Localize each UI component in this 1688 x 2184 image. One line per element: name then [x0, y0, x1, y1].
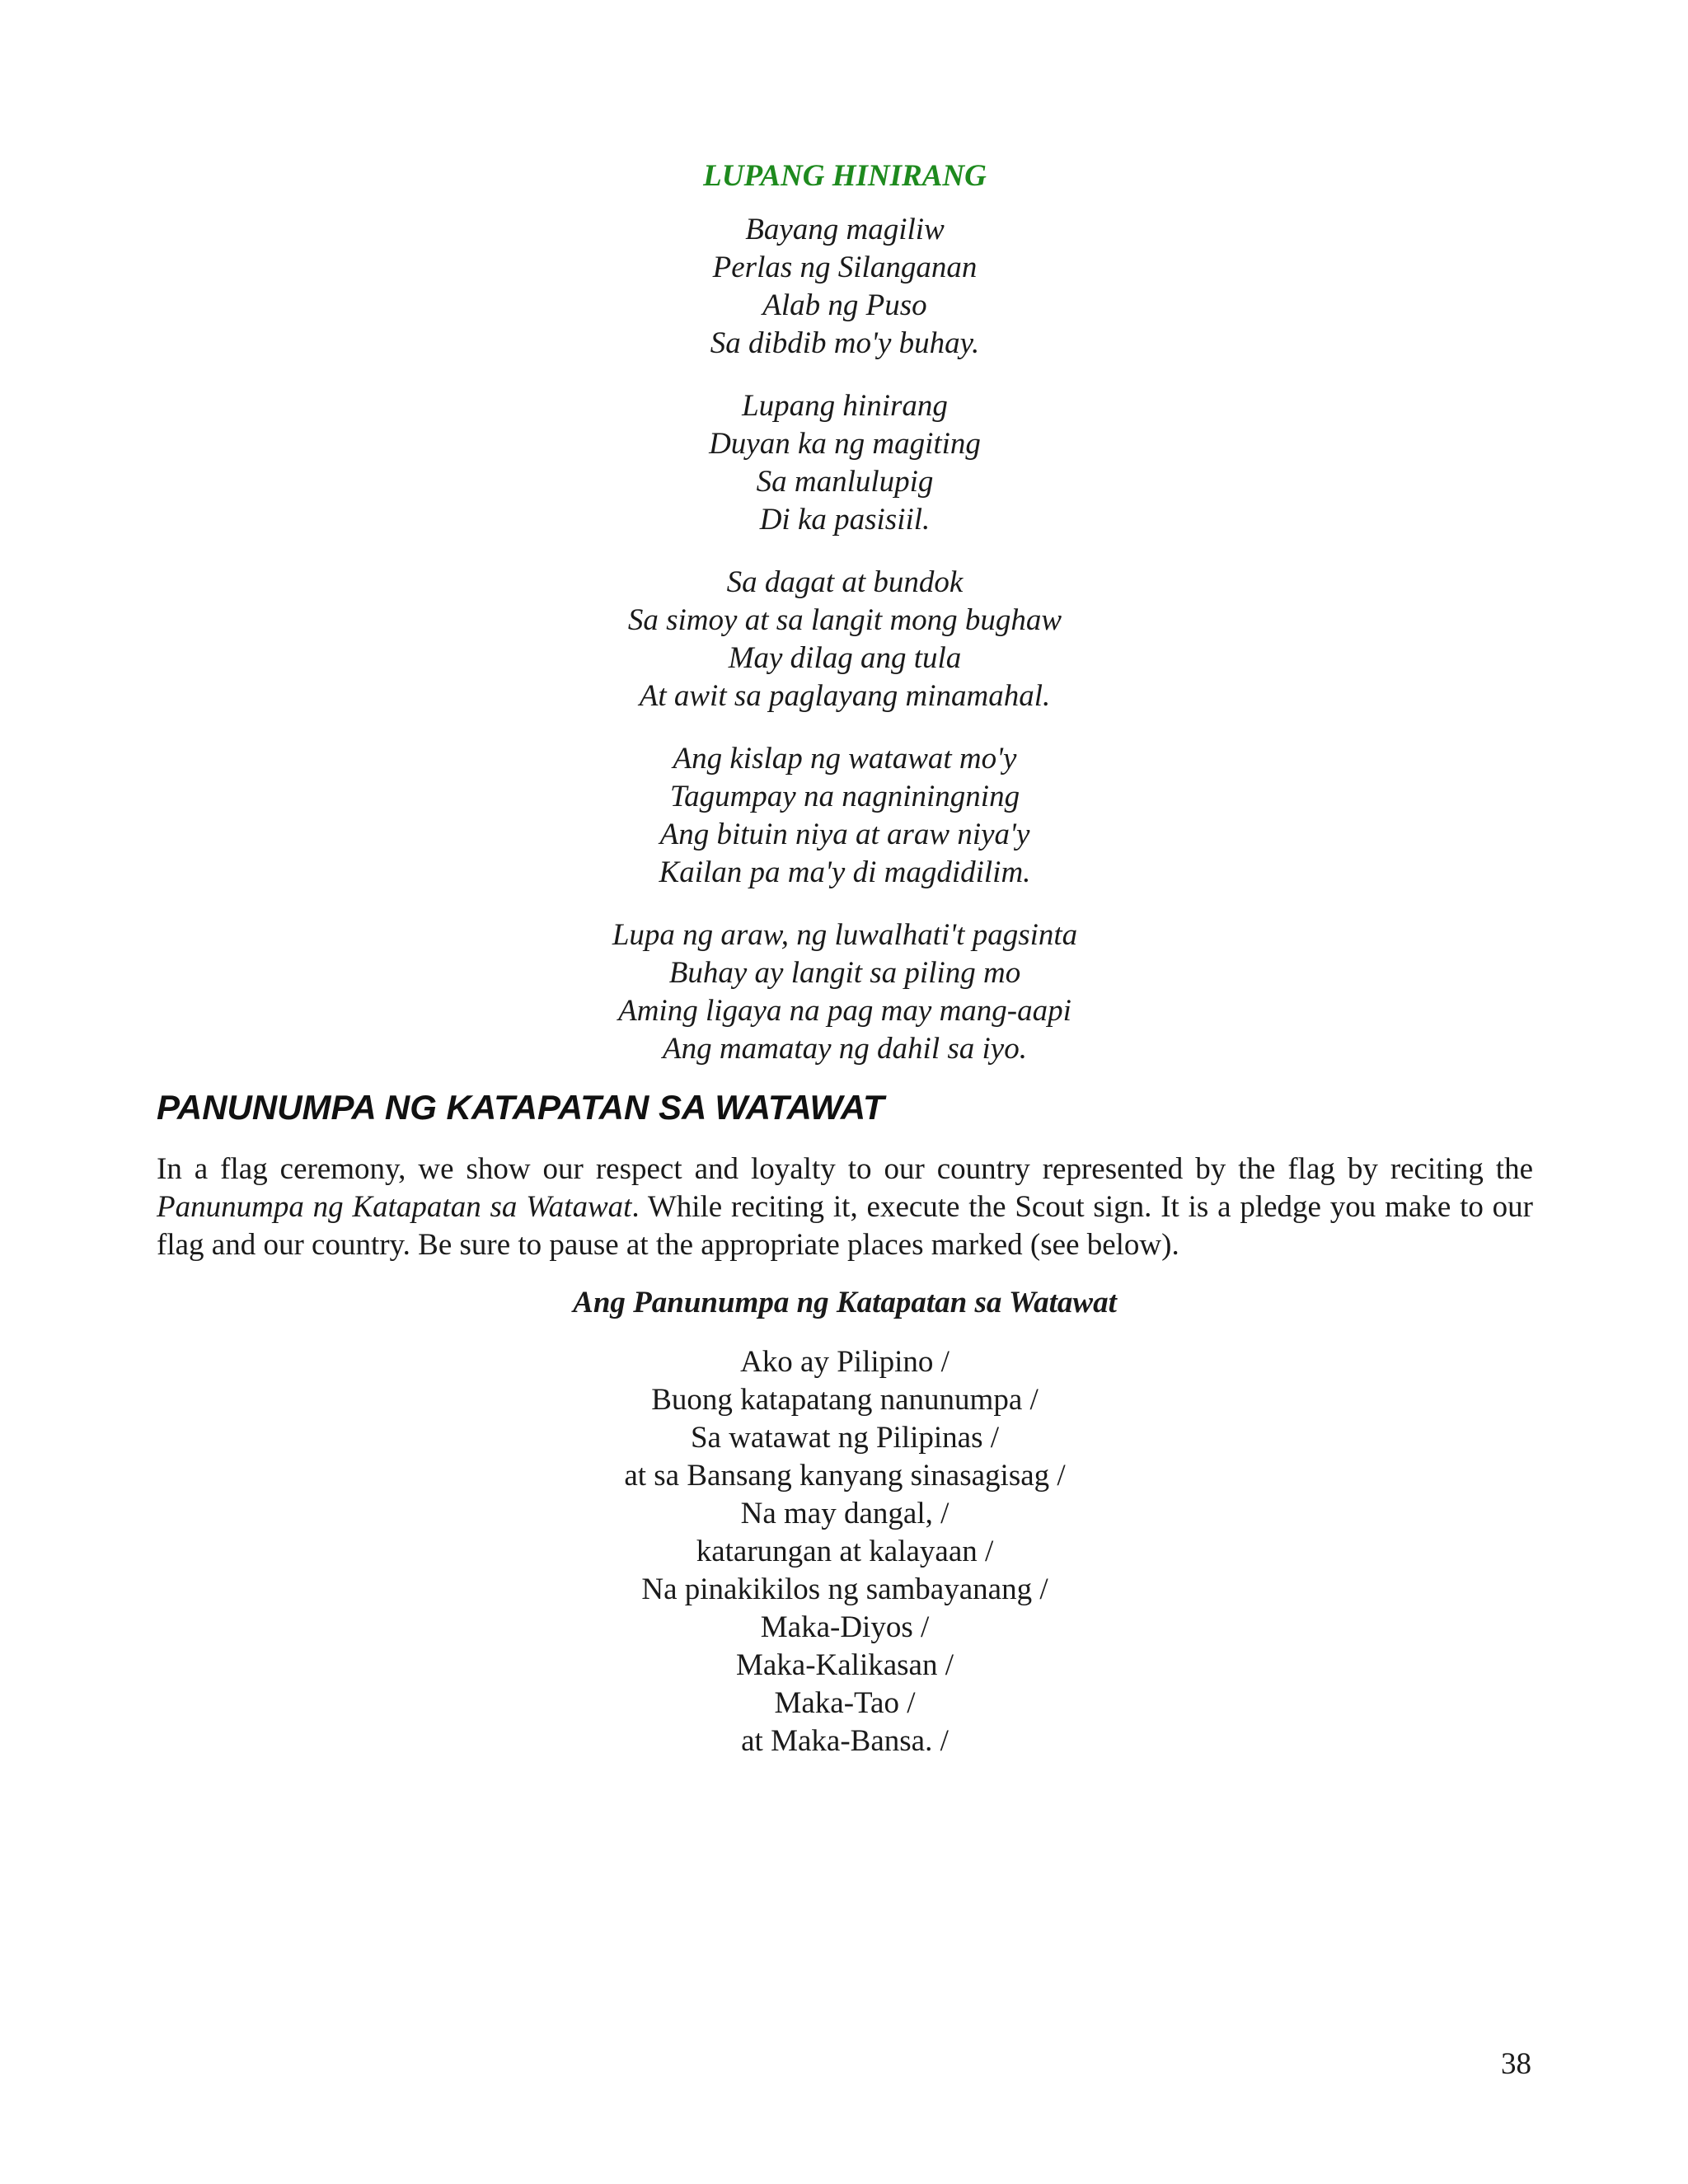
pledge-title: Ang Panunumpa ng Katapatan sa Watawat [573, 1286, 1117, 1319]
lyric-line: At awit sa paglayang minamahal. [639, 679, 1051, 713]
stanza [157, 387, 1533, 539]
lyric-line: Sa dibdib mo'y buhay. [710, 326, 980, 360]
pledge-text [157, 1343, 1533, 1760]
lyric-line: Ang kislap ng watawat mo'y [673, 742, 1017, 776]
lyric-line: Tagumpay na nagniningning [669, 780, 1020, 813]
lyric-line: Aming ligaya na pag may mang-aapi [618, 994, 1071, 1028]
pledge-line: katarungan at kalayaan / [696, 1535, 994, 1568]
pledge-line: Maka-Kalikasan / [735, 1648, 954, 1682]
page-number: 38 [1501, 2047, 1531, 2081]
lyric-line: Di ka pasisiil. [759, 503, 931, 537]
pledge-line: Maka-Diyos / [760, 1610, 930, 1644]
pledge-line: at Maka-Bansa. / [741, 1724, 949, 1758]
paragraph-emphasis: Panunumpa ng Katapatan sa Watawat [157, 1190, 632, 1224]
song-title: LUPANG HINIRANG [703, 159, 987, 193]
section-heading: PANUNUMPA NG KATAPATAN SA WATAWAT [157, 1088, 884, 1127]
pledge-line: Sa watawat ng Pilipinas / [690, 1421, 1000, 1455]
stanza [157, 740, 1533, 892]
body-paragraph [157, 1151, 1533, 1264]
lyric-line: Sa manlulupig [756, 465, 934, 499]
lyric-line: Sa dagat at bundok [726, 565, 964, 599]
pledge-line: Na pinakikilos ng sambayanang / [641, 1572, 1048, 1606]
pledge-line: at sa Bansang kanyang sinasagisag / [624, 1459, 1066, 1493]
lyric-line: Alab ng Puso [762, 288, 927, 322]
stanza [157, 211, 1533, 363]
paragraph-text: . While reciting it, execute the Scout sign. It is a pledge you make to our flag and our country. Be sure to pause at the appropriate places marked (see below). [157, 1190, 1534, 1262]
lyric-line: Buhay ay langit sa piling mo [668, 956, 1021, 990]
page-content [157, 153, 1533, 1760]
lyric-line: Lupa ng araw, ng luwalhati't pagsinta [612, 918, 1078, 952]
pledge-line: Na may dangal, / [740, 1497, 950, 1530]
lyric-line: May dilag ang tula [728, 641, 962, 675]
lyric-line: Lupang hinirang [742, 389, 948, 423]
lyric-line: Kailan pa ma'y di magdidilim. [659, 855, 1031, 889]
lyric-line: Perlas ng Silanganan [712, 251, 978, 284]
lyric-line: Bayang magiliw [745, 213, 945, 246]
stanza [157, 564, 1533, 715]
pledge-line: Ako ay Pilipino / [740, 1345, 950, 1379]
pledge-line: Maka-Tao / [774, 1686, 916, 1720]
lyric-line: Ang bituin niya at araw niya'y [659, 818, 1030, 851]
stanza [157, 916, 1533, 1068]
pledge-line: Buong katapatang nanunumpa / [651, 1383, 1039, 1417]
paragraph-text: In a flag ceremony, we show our respect and loyalty to our country represented by the flag by reciting the [157, 1152, 1533, 1186]
lyric-line: Ang mamatay ng dahil sa iyo. [663, 1032, 1027, 1066]
lyric-line: Sa simoy at sa langit mong bughaw [627, 603, 1062, 637]
lyric-line: Duyan ka ng magiting [709, 427, 981, 461]
